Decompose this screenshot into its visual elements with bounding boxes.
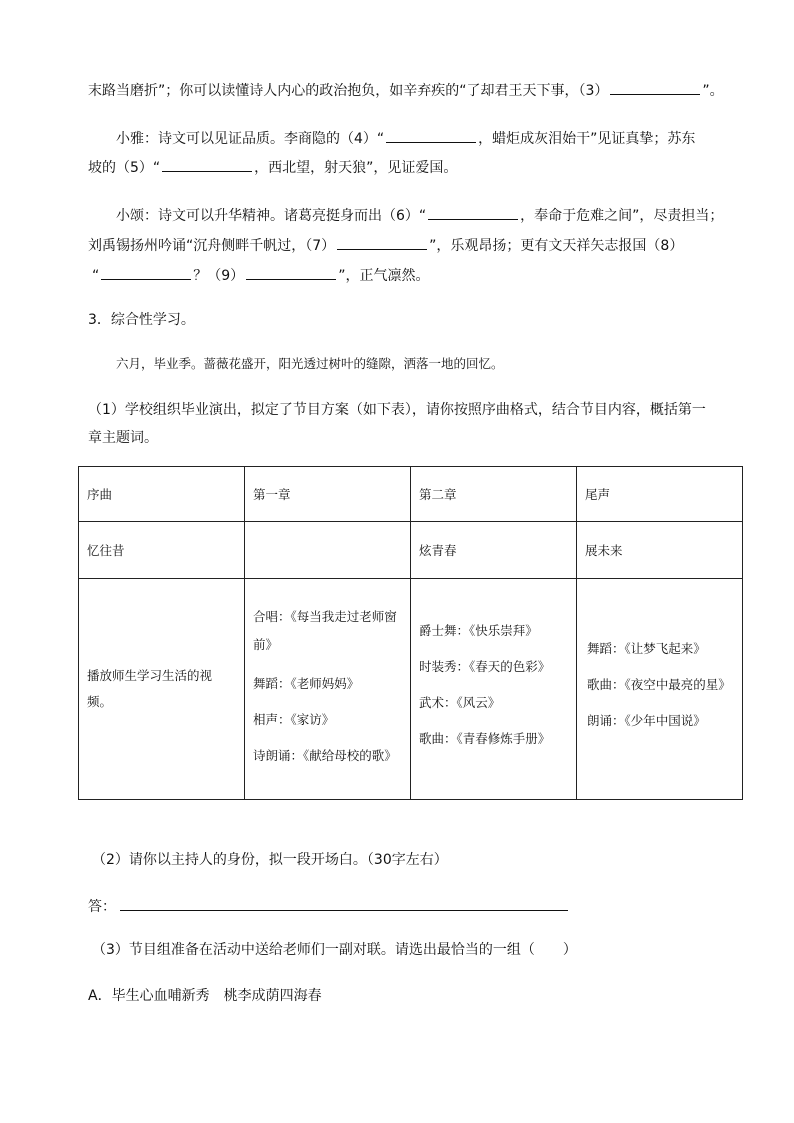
program-table [78,466,743,800]
theme-cell-blank[interactable] [245,522,411,579]
program-item: 歌曲：《夜空中最亮的星》 [587,677,731,692]
para3-text-a: 小颂：诗文可以升华精神。诸葛亮挺身而出（6）“ [116,208,427,224]
para1-text: 末路当磨折”；你可以读懂诗人内心的政治抱负，如辛弃疾的“了却君王天下事，（3） [88,83,609,99]
para2-text-d: ，西北望，射天狼”，见证爱国。 [254,160,458,176]
header-cell: 第二章 [411,467,577,522]
sub1-line-1: （1）学校组织毕业演出，拟定了节目方案（如下表），请你按照序曲格式，结合节目内容，概括第一 [88,402,706,418]
theme-cell: 忆往昔 [79,522,245,579]
blank-7[interactable] [337,235,427,250]
para-line-5 [88,235,683,256]
content-cell [411,579,577,800]
blank-9[interactable] [246,265,336,280]
program-item: 武术：《风云》 [419,695,501,710]
sub3-question: （3）节目组准备在活动中送给老师们一副对联。请选出最恰当的一组（ ） [92,942,577,958]
blank-3[interactable] [610,80,700,95]
sub1-line-2: 章主题词。 [88,430,158,446]
col1-text: 播放师生学习生活的视频。 [87,668,213,709]
para2-text-b: ，蜡炬成灰泪始干”见证真挚；苏东 [478,131,696,147]
table-theme-row [79,522,743,579]
sub2-question: （2）请你以主持人的身份，拟一段开场白。（30字左右） [92,852,448,868]
program-item: 爵士舞：《快乐崇拜》 [419,623,538,638]
content-cell [79,579,245,800]
para1-end: ”。 [702,83,724,99]
program-item: 诗朗诵：《献给母校的歌》 [253,748,397,763]
para3-text-c: 刘禹锡扬州吟诵“沉舟侧畔千帆过，（7） [88,238,336,254]
program-item: 舞蹈：《老师妈妈》 [253,676,360,691]
program-item: 舞蹈：《让梦飞起来》 [587,641,706,656]
content-cell [577,579,743,800]
program-item: 相声：《家访》 [253,712,335,727]
question-3-intro: 六月，毕业季。蔷薇花盛开，阳光透过树叶的缝隙，洒落一地的回忆。 [116,356,504,371]
blank-4[interactable] [386,128,476,143]
para-line-2 [116,128,695,149]
header-cell: 第一章 [245,467,411,522]
theme-cell: 炫青春 [411,522,577,579]
program-item: 歌曲：《青春修炼手册》 [419,731,551,746]
answer-line[interactable] [120,896,568,911]
para3-text-g: ”，正气凛然。 [338,268,430,284]
para2-text-c: 坡的（5）“ [88,160,161,176]
question-3-title: 3．综合性学习。 [88,312,195,328]
answer-row [88,896,568,917]
program-item: 时装秀：《春天的色彩》 [419,659,551,674]
content-cell [245,579,411,800]
para3-text-e: “ [92,268,100,284]
para-line-4 [116,205,723,226]
option-a[interactable]: A．毕生心血哺新秀 桃李成荫四海春 [88,988,322,1004]
para2-text-a: 小雅：诗文可以见证品质。李商隐的（4）“ [116,131,385,147]
theme-cell: 展未来 [577,522,743,579]
program-item: 合唱：《每当我走过老师窗前》 [253,609,397,652]
answer-label: 答： [88,899,116,915]
para3-text-f: ？（9） [193,268,245,284]
para-line-6 [92,265,429,286]
table-content-row [79,579,743,800]
table-header-row [79,467,743,522]
blank-5[interactable] [162,157,252,172]
header-cell: 尾声 [577,467,743,522]
para3-text-b: ，奉命于危难之间”，尽责担当； [520,208,724,224]
blank-8[interactable] [101,265,191,280]
header-cell: 序曲 [79,467,245,522]
para-line-3 [88,157,457,178]
para-line-1 [88,80,724,101]
para3-text-d: ”，乐观昂扬；更有文天祥矢志报国（8） [429,238,684,254]
program-item: 朗诵：《少年中国说》 [587,713,706,728]
blank-6[interactable] [428,205,518,220]
